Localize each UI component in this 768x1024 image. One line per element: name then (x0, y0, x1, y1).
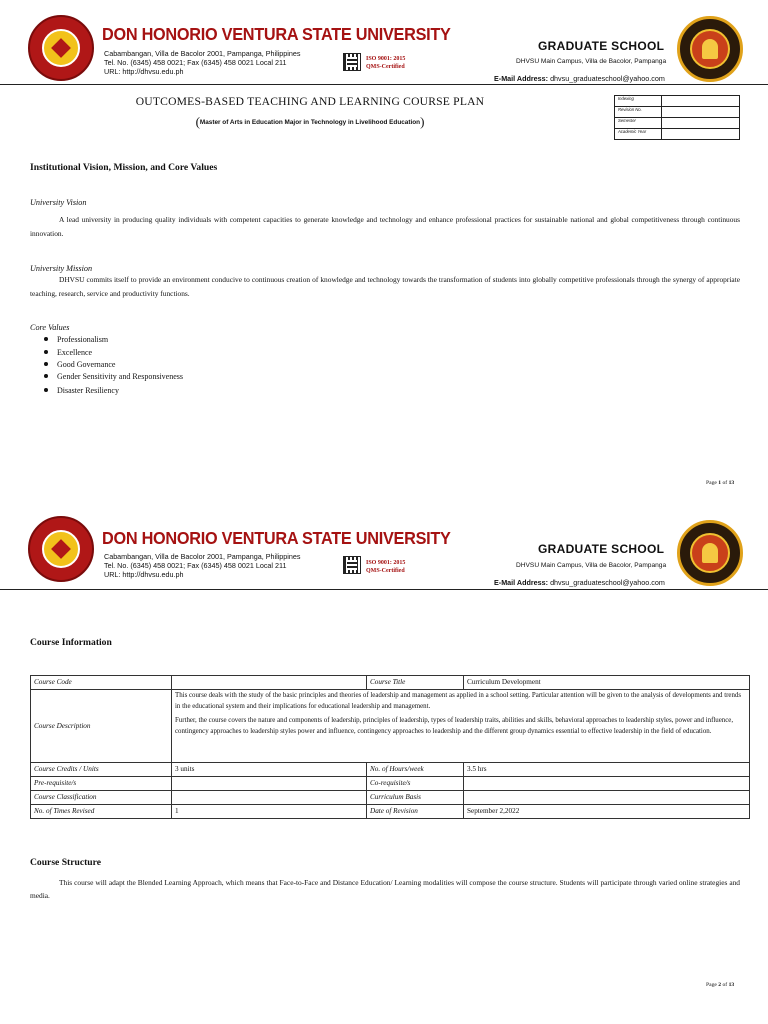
university-url: URL: http://dhvsu.edu.ph (104, 570, 184, 579)
page-current: 2 (718, 982, 722, 988)
iso-line-1: ISO 9001: 2015 (366, 56, 406, 62)
page-number (706, 982, 734, 988)
indexing-value (662, 96, 740, 107)
revision-value (662, 107, 740, 118)
qr-code-icon (343, 556, 361, 574)
mission-label: University Mission (30, 264, 93, 273)
list-item (44, 348, 92, 357)
graduate-school-seal-logo (677, 16, 743, 82)
email-address: dhvsu_graduateschool@yahoo.com (550, 74, 665, 83)
bullet-icon (44, 350, 48, 354)
page-header (0, 0, 768, 90)
university-seal-logo (28, 15, 94, 81)
page-of: of (722, 480, 728, 486)
semester-row (615, 118, 740, 129)
core-value-text: Disaster Resiliency (57, 386, 119, 395)
course-title-label: Course Title (367, 676, 464, 690)
program-subtitle (0, 114, 620, 130)
iso-certification (366, 559, 405, 575)
page-current: 1 (718, 480, 722, 486)
university-name: DON HONORIO VENTURA STATE UNIVERSITY (102, 24, 451, 44)
course-description-paragraph-2: Further, the course covers the nature and components of leadership, principles of leadership, types of leadership traits, abilities and skills, behavioral approaches to leadership styles, power and influence, contingency approaches to leadership styles power and influence, contingency approaches to leadership and the different group dynamics essential to effective leadership in the field of education. (175, 717, 734, 735)
list-item (44, 335, 108, 344)
times-revised-value: 1 (172, 805, 367, 819)
hours-per-week-label: No. of Hours/week (367, 763, 464, 777)
page-prefix: Page (706, 982, 717, 988)
email-line (494, 578, 665, 587)
curriculum-basis-value (464, 791, 750, 805)
header-rule (0, 84, 768, 85)
bullet-icon (44, 388, 48, 392)
university-url: URL: http://dhvsu.edu.ph (104, 67, 184, 76)
course-information-heading: Course Information (30, 637, 112, 648)
table-row (31, 676, 750, 690)
graduate-school-seal-logo (677, 520, 743, 586)
table-row (31, 690, 750, 763)
bullet-icon (44, 337, 48, 341)
course-credits-label: Course Credits / Units (31, 763, 172, 777)
curriculum-basis-label: Curriculum Basis (367, 791, 464, 805)
revision-label: Revision No. (615, 107, 662, 118)
times-revised-label: No. of Times Revised (31, 805, 172, 819)
subtitle-close-paren: ) (420, 114, 425, 129)
address-line-1: Cabambangan, Villa de Bacolor 2001, Pampanga, Philippines (104, 552, 301, 561)
academic-year-row (615, 129, 740, 140)
iso-certification (366, 55, 405, 71)
address-line-2: Tel. No. (6345) 458 0021; Fax (6345) 458 0021 Local 211 (104, 561, 287, 570)
indexing-table (614, 95, 740, 140)
list-item (44, 360, 115, 369)
course-description-paragraph-1: This course deals with the study of the basic principles and theories of leadership and management as applied in a school setting. Particular attention will be given to the analysis of developments and trends in the educational system and their implications for educational leadership and management. (175, 692, 742, 710)
table-row (31, 791, 750, 805)
course-classification-label: Course Classification (31, 791, 172, 805)
section-heading-vision-mission: Institutional Vision, Mission, and Core Values (30, 162, 218, 173)
page-number (706, 480, 734, 486)
semester-value (662, 118, 740, 129)
campus-address: DHVSU Main Campus, Villa de Bacolor, Pampanga (516, 562, 667, 569)
prerequisite-value (172, 777, 367, 791)
table-row (31, 763, 750, 777)
iso-line-2: QMS-Certified (366, 64, 405, 70)
program-name: Master of Arts in Education Major in Technology in Livelihood Education (199, 119, 421, 126)
mission-text: DHVSU commits itself to provide an environment conducive to continuous creation of knowledge and technology towards the transformation of students into globally competitive professionals through the synergy of appropriate teaching, research, service and productivity functions. (30, 275, 740, 298)
revision-row (615, 107, 740, 118)
page-prefix: Page (706, 480, 717, 486)
course-classification-value (172, 791, 367, 805)
university-seal-logo (28, 516, 94, 582)
email-line (494, 74, 665, 83)
course-title-value: Curriculum Development (464, 676, 750, 690)
email-label: E-Mail Address: (494, 74, 549, 83)
bullet-icon (44, 362, 48, 366)
document-page-2 (0, 500, 768, 1024)
email-label: E-Mail Address: (494, 578, 549, 587)
indexing-label: Indexing (615, 96, 662, 107)
page-header (0, 500, 768, 590)
corequisite-value (464, 777, 750, 791)
course-credits-value: 3 units (172, 763, 367, 777)
corequisite-label: Co-requisite/s (367, 777, 464, 791)
course-code-value (172, 676, 367, 690)
semester-label: Semester (615, 118, 662, 129)
course-code-label: Course Code (31, 676, 172, 690)
header-rule (0, 589, 768, 590)
list-item (44, 386, 119, 395)
indexing-row (615, 96, 740, 107)
core-value-text: Excellence (57, 348, 93, 357)
academic-year-value (662, 129, 740, 140)
page-total: 13 (728, 982, 735, 988)
address-line-1: Cabambangan, Villa de Bacolor 2001, Pampanga, Philippines (104, 49, 301, 58)
vision-text: A lead university in producing quality individuals with competent capacities to generate knowledge and technology and enhance professional practices for sustainable national and global competitiveness through continuous innovation. (30, 215, 740, 238)
campus-address: DHVSU Main Campus, Villa de Bacolor, Pampanga (516, 58, 667, 65)
subtitle-open-paren: ( (195, 114, 200, 129)
core-values-label: Core Values (30, 323, 70, 332)
university-name: DON HONORIO VENTURA STATE UNIVERSITY (102, 528, 451, 548)
bullet-icon (44, 374, 48, 378)
course-information-table (30, 675, 750, 819)
list-item (44, 372, 183, 381)
document-title: OUTCOMES-BASED TEACHING AND LEARNING COURSE PLAN (135, 95, 485, 108)
course-structure-heading: Course Structure (30, 857, 101, 868)
vision-label: University Vision (30, 198, 87, 207)
qr-code-icon (343, 53, 361, 71)
table-row (31, 805, 750, 819)
course-structure-text: This course will adapt the Blended Learning Approach, which means that Face-to-Face and Distance Education/ Learning modalities will compose the course structure. Students will participate through varied online strategies and media. (30, 878, 740, 900)
date-of-revision-label: Date of Revision (367, 805, 464, 819)
core-value-text: Good Governance (57, 360, 116, 369)
iso-line-1: ISO 9001: 2015 (366, 560, 406, 566)
date-of-revision-value: September 2,2022 (464, 805, 750, 819)
course-description-value (172, 690, 750, 763)
document-page-1 (0, 0, 768, 500)
email-address: dhvsu_graduateschool@yahoo.com (550, 578, 665, 587)
core-value-text: Gender Sensitivity and Responsiveness (57, 372, 183, 381)
graduate-school-label: GRADUATE SCHOOL (538, 39, 665, 53)
address-line-2: Tel. No. (6345) 458 0021; Fax (6345) 458 0021 Local 211 (104, 58, 287, 67)
core-value-text: Professionalism (57, 335, 109, 344)
course-description-label: Course Description (31, 690, 172, 763)
iso-line-2: QMS-Certified (366, 568, 405, 574)
prerequisite-label: Pre-requisite/s (31, 777, 172, 791)
page-total: 13 (728, 480, 735, 486)
graduate-school-label: GRADUATE SCHOOL (538, 542, 665, 556)
page-of: of (722, 982, 728, 988)
academic-year-label: Academic Year (615, 129, 662, 140)
table-row (31, 777, 750, 791)
hours-per-week-value: 3.5 hrs (464, 763, 750, 777)
